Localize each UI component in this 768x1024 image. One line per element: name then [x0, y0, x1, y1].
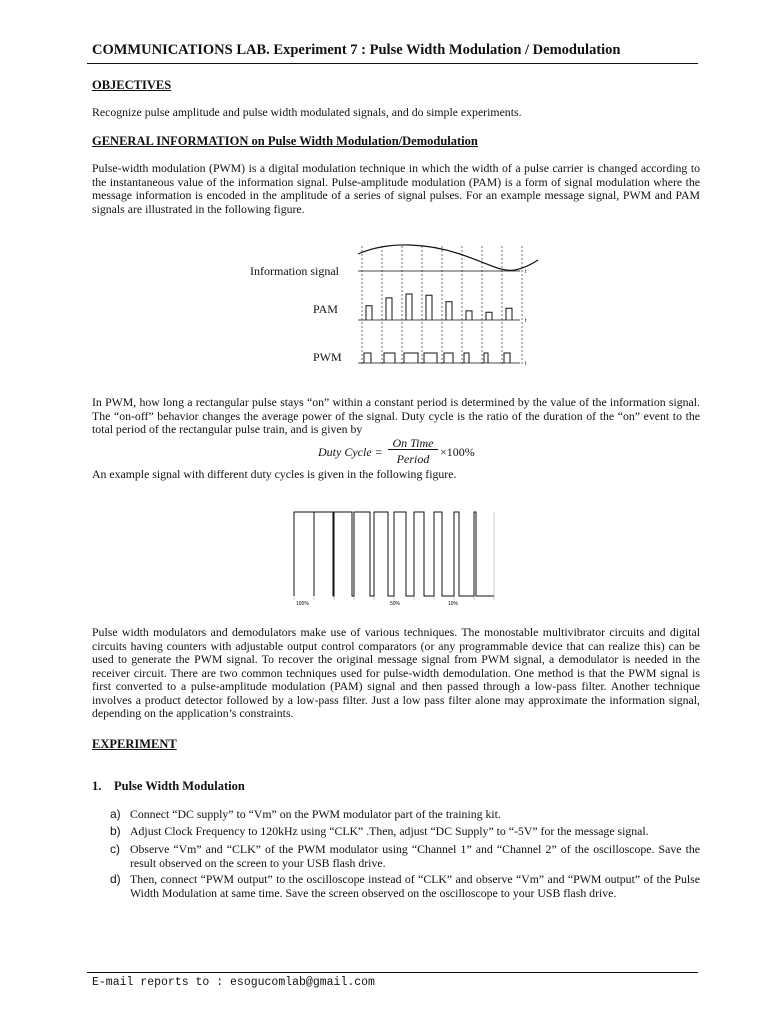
pam-pulse: [446, 302, 452, 320]
time-axis-label: t: [525, 361, 527, 367]
duty-cycle-denominator: Period: [396, 452, 430, 466]
duty-cycle-suffix: ×100%: [440, 445, 475, 459]
objectives-heading: OBJECTIVES: [92, 78, 172, 92]
pam-label: PAM: [313, 302, 338, 316]
pam-pulse: [366, 306, 372, 320]
general-info-paragraph-4: Pulse width modulators and demodulators make use of various techniques. The monostable multivibrator circuits and digital circuits having counters with adjustable output control comparators (or any programmable device that can realize this) can be used to generate the PWM signal. To recover the original message signal from PWM signal, a demodulator is needed in the receiver circuit. There are two common techniques used for pulse-width demodulation. One method is that the PWM signal is first converted to a pulse-amplitude modulation (PAM) signal and then passed through a low-pass filter. Another technique involves a product detector followed by a low-pass filter. Just a low pass filter alone may approximate the information signal, depending on the application’s constraints.: [92, 625, 700, 720]
step-a-text: Connect “DC supply” to “Vm” on the PWM modulator part of the training kit.: [130, 807, 501, 821]
duty-cycle-numerator: On Time: [388, 437, 438, 450]
objectives-text: Recognize pulse amplitude and pulse width modulated signals, and do simple experiments.: [92, 105, 522, 119]
pwm-pulse: [404, 353, 418, 363]
pam-pulse: [486, 312, 492, 320]
step-b-letter: b): [110, 824, 121, 838]
pam-pulse: [466, 311, 472, 320]
time-axis-label: t: [525, 318, 527, 324]
section-title: Pulse Width Modulation: [114, 779, 245, 793]
footer-divider: [87, 972, 698, 973]
general-info-paragraph-1: Pulse-width modulation (PWM) is a digital modulation technique in which the width of a pulse carrier is changed according to the instantaneous value of the information signal. Pulse-amplitude modulation (PAM) is a form of signal modulation where the message information is encoded in the amplitude of a series of signal pulses. For an example message signal, PWM and PAM signals are illustrated in the following figure.: [92, 161, 700, 216]
pwm-pulse: [484, 353, 488, 363]
duty-cycle-figure: [290, 508, 510, 608]
pwm-pulse: [364, 353, 371, 363]
step-c-text: Observe “Vm” and “CLK” of the PWM modulator using “Channel 1” and “Channel 2” of the oscilloscope. Save the result observed on the screen to your USB flash drive.: [130, 842, 700, 870]
header-divider: [87, 63, 698, 64]
step-d-text: Then, connect “PWM output” to the oscilloscope instead of “CLK” and observe “Vm” and “PWM output” of the Pulse Width Modulation at same time. Save the screen observed on the oscilloscope to your USB flash drive.: [130, 872, 700, 900]
pwm-pulse: [384, 353, 395, 363]
pam-pulse: [406, 294, 412, 320]
pwm-label: PWM: [313, 350, 342, 364]
pwm-pulse: [504, 353, 510, 363]
pwm-pulse: [444, 353, 453, 363]
duty-cycle-waveform: [294, 512, 494, 596]
experiment-heading: EXPERIMENT: [92, 737, 177, 751]
duty-label-100: 100%: [296, 601, 309, 607]
general-info-paragraph-3: An example signal with different duty cycles is given in the following figure.: [92, 467, 457, 481]
time-axis-label: t: [525, 269, 527, 275]
step-b-text: Adjust Clock Frequency to 120kHz using “CLK” .Then, adjust “DC Supply” to “-5V” for the message signal.: [130, 824, 649, 838]
pwm-pam-figure: [350, 242, 550, 372]
general-info-paragraph-2: In PWM, how long a rectangular pulse stays “on” within a constant period is determined by the value of the information signal. The “on-off” behavior changes the average power of the signal. Duty cycle is the ratio of the duration of the “on” event to the total period of the rectangular pulse train, and is given by: [92, 395, 700, 436]
pwm-pulse: [464, 353, 469, 363]
footer-email: E-mail reports to : esogucomlab@gmail.com: [92, 976, 375, 989]
duty-label-10: 10%: [448, 601, 459, 607]
information-signal-label: Information signal: [250, 264, 339, 278]
duty-cycle-lhs: Duty Cycle =: [318, 445, 383, 459]
page-title: COMMUNICATIONS LAB. Experiment 7 : Pulse Width Modulation / Demodulation: [92, 42, 621, 58]
pam-pulse: [386, 298, 392, 320]
pwm-pulse: [424, 353, 437, 363]
general-info-heading: GENERAL INFORMATION on Pulse Width Modulation/Demodulation: [92, 134, 478, 148]
pam-pulse: [506, 308, 512, 320]
step-d-letter: d): [110, 872, 121, 886]
information-signal-curve: [358, 245, 538, 270]
step-c-letter: c): [110, 842, 120, 856]
section-number: 1.: [92, 779, 102, 793]
duty-label-50: 50%: [390, 601, 401, 607]
pam-pulse: [426, 295, 432, 320]
step-a-letter: a): [110, 807, 121, 821]
